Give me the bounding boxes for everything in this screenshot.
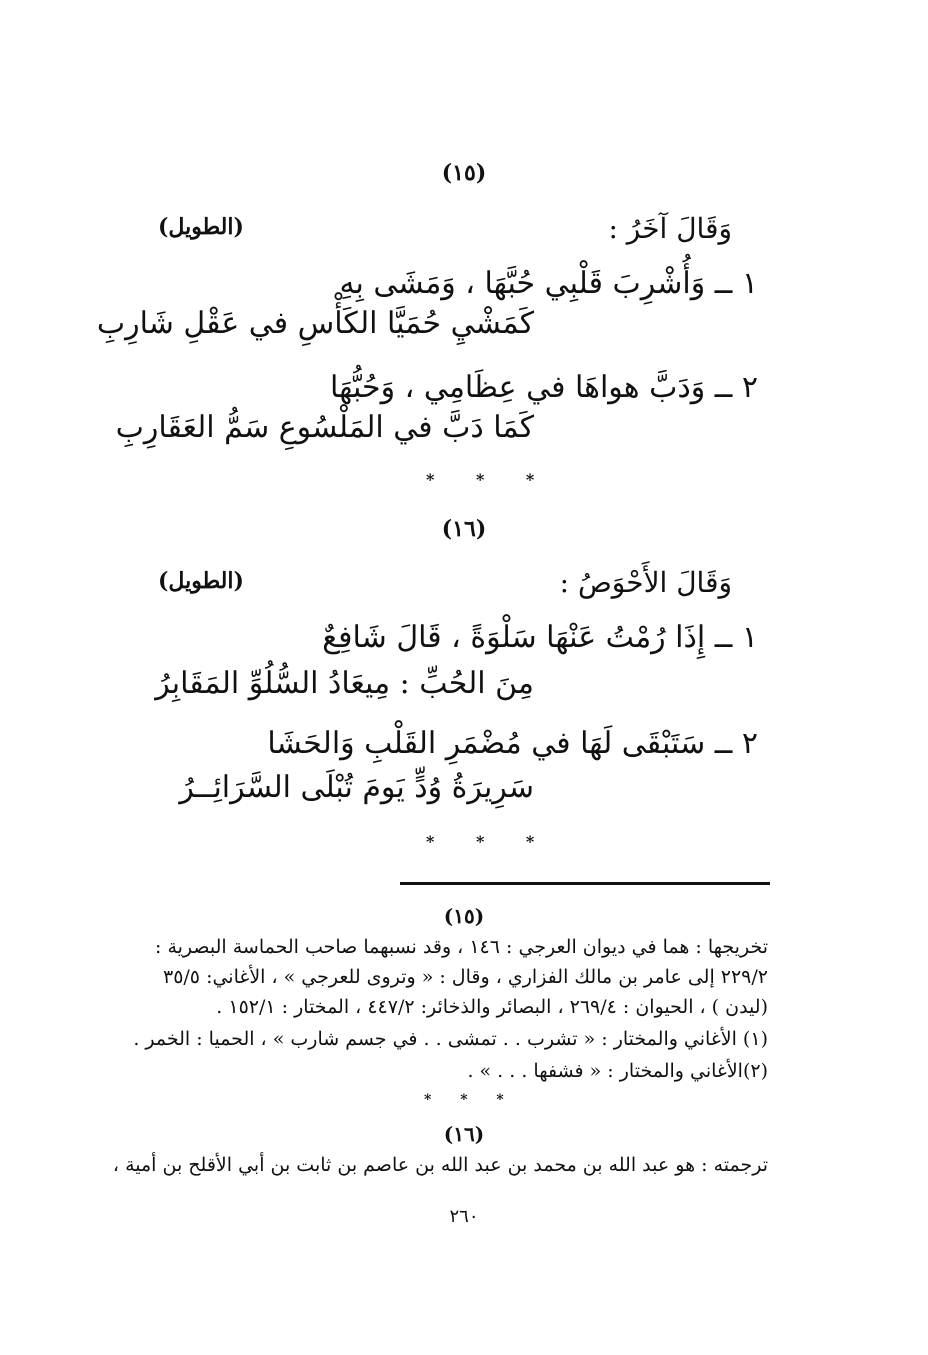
poem-15-number: (١٥) xyxy=(441,160,487,186)
footnote-15-line-4: (١) الأغاني والمختار : « تشرب . . تمشى . . في جسم شارب » ، الحميا : الخمر . xyxy=(133,1028,768,1050)
footnote-15-line-5: (٢)الأغاني والمختار : « فشفها . . . » . xyxy=(467,1060,768,1082)
poem-15-meter: (الطويل) xyxy=(158,214,244,240)
poem-16-verse-2-first: ٢ ــ سَتَبْقَى لَهَا في مُضْمَرِ القَلْبِ وَالحَشَا xyxy=(267,726,758,761)
poem-16-intro: وَقَالَ الأَحْوَصُ : xyxy=(559,566,732,599)
poem-15-intro: وَقَالَ آخَرُ : xyxy=(608,212,732,245)
footnote-16-line-1: ترجمته : هو عبد الله بن محمد بن عبد الله بن عاصم بن ثابت بن أبي الأقلح بن أمية ، xyxy=(112,1154,768,1176)
footnote-15-line-3: (ليدن ) ، الحيوان : ٢٦٩/٤ ، البصائر والذخائر: ٤٤٧/٢ ، المختار : ١٥٢/١ . xyxy=(216,996,768,1018)
poem-15-verse-2-first: ٢ ــ وَدَبَّ هواهَا في عِظَامِي ، وَحُبُّهَا xyxy=(330,370,758,405)
footnote-15-number: (١٥) xyxy=(443,904,485,928)
poem-16-number: (١٦) xyxy=(441,516,487,542)
page-number: ٢٦٠ xyxy=(449,1206,479,1227)
footnote-15-line-1: تخريجها : هما في ديوان العرجي : ١٤٦ ، وقد نسبهما صاحب الحماسة البصرية : xyxy=(155,936,768,958)
poem-15-verse-2-second: كَمَا دَبَّ في المَلْسُوعِ سَمُّ العَقَارِبِ xyxy=(115,410,534,445)
footnote-16-number: (١٦) xyxy=(443,1122,485,1146)
poem-16-separator: * * * xyxy=(426,832,553,851)
poem-15-verse-1-first: ١ ــ وَأُشْرِبَ قَلْبِي حُبَّهَا ، وَمَشَى بِهِ xyxy=(339,266,758,301)
footnote-15-separator: * * * xyxy=(424,1092,516,1108)
poem-16-verse-1-second: مِنَ الحُبِّ : مِيعَادُ السُّلُوِّ المَقَابِرُ xyxy=(155,666,534,701)
poem-16-meter: (الطويل) xyxy=(158,568,244,594)
footnote-15-line-2: ٢٢٩/٢ إلى عامر بن مالك الفزاري ، وقال : « وتروى للعرجي » ، الأغاني: ٣٥/٥ xyxy=(163,966,768,988)
poem-15-separator: * * * xyxy=(426,470,553,489)
poem-16-verse-2-second: سَرِيرَةُ وُدٍّ يَومَ تُبْلَى السَّرَائِــرُ xyxy=(179,770,534,805)
footnote-rule xyxy=(400,882,770,885)
poem-16-verse-1-first: ١ ــ إِذَا رُمْتُ عَنْهَا سَلْوَةً ، قَالَ شَافِعٌ xyxy=(322,620,758,655)
poem-15-verse-1-second: كَمَشْيِ حُمَيَّا الكَأْسِ في عَقْلِ شَارِبِ xyxy=(96,306,534,341)
